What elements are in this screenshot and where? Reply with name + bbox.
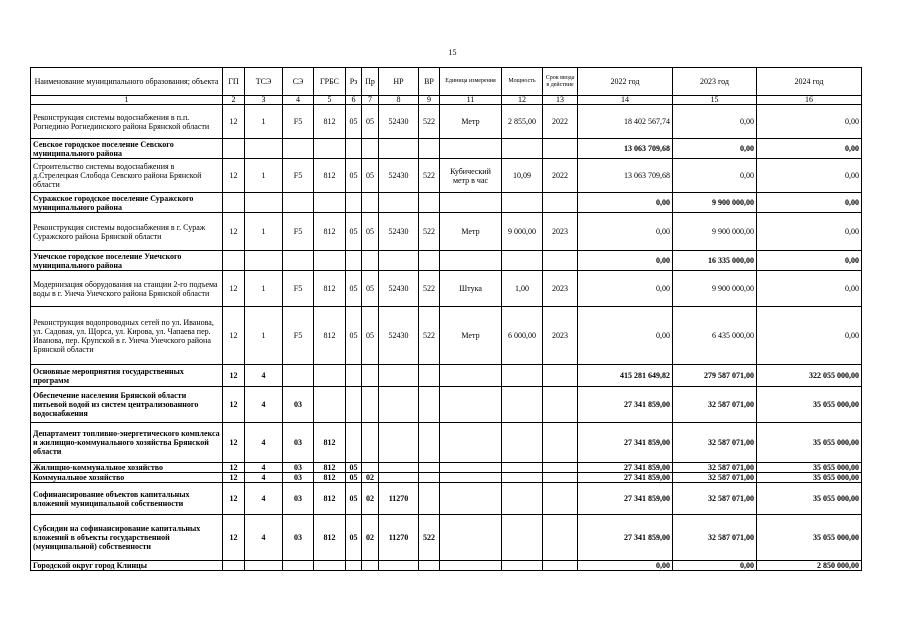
unit-cell [440, 423, 502, 463]
tse-code: 4 [245, 473, 283, 483]
vr-code [419, 473, 440, 483]
se-code: 03 [283, 473, 314, 483]
grbs-code [314, 139, 346, 159]
column-number: 15 [673, 96, 757, 105]
amount-2022: 0,00 [578, 213, 673, 251]
rz-code: 05 [346, 463, 362, 473]
object-name: Суражское городское поселение Суражского муниципального района [31, 193, 223, 213]
header-year-2022: 2022 год [578, 68, 673, 96]
grbs-code: 812 [314, 159, 346, 193]
capacity-cell: 9 000,00 [502, 213, 543, 251]
rz-code [346, 251, 362, 271]
object-name: Строительство системы водоснабжения в д.Стрелецкая Слобода Севского района Брянской области [31, 159, 223, 193]
grbs-code [314, 193, 346, 213]
header-gp: ГП [223, 68, 245, 96]
unit-cell: Метр [440, 105, 502, 139]
commission-date-cell [543, 483, 578, 515]
capacity-cell [502, 561, 543, 571]
rz-code: 05 [346, 159, 362, 193]
column-number: 8 [379, 96, 419, 105]
capacity-cell [502, 483, 543, 515]
gp-code: 12 [223, 271, 245, 307]
capacity-cell [502, 463, 543, 473]
commission-date-cell [543, 387, 578, 423]
gp-code [223, 139, 245, 159]
unit-cell [440, 365, 502, 387]
object-name: Департамент топливно-энергетического комплекса и жилищно-коммунального хозяйства Брянской области [31, 423, 223, 463]
grbs-code [314, 251, 346, 271]
capacity-cell: 6 000,00 [502, 307, 543, 365]
amount-2022: 27 341 859,00 [578, 423, 673, 463]
tse-code [245, 193, 283, 213]
amount-2023: 32 587 071,00 [673, 423, 757, 463]
header-commission-date: Срок ввода в действие [543, 68, 578, 96]
header-row [31, 68, 862, 96]
column-number: 4 [283, 96, 314, 105]
unit-cell [440, 515, 502, 561]
page-number: 15 [448, 48, 457, 57]
vr-code [419, 463, 440, 473]
column-number: 16 [757, 96, 862, 105]
nr-code: 52430 [379, 105, 419, 139]
se-code: 03 [283, 483, 314, 515]
commission-date-cell [543, 473, 578, 483]
column-number: 14 [578, 96, 673, 105]
tse-code [245, 251, 283, 271]
grbs-code: 812 [314, 515, 346, 561]
amount-2022: 0,00 [578, 561, 673, 571]
vr-code: 522 [419, 271, 440, 307]
tse-code: 1 [245, 271, 283, 307]
tse-code: 4 [245, 365, 283, 387]
rz-code [346, 423, 362, 463]
commission-date-cell: 2023 [543, 307, 578, 365]
amount-2024: 0,00 [757, 105, 862, 139]
vr-code: 522 [419, 213, 440, 251]
tse-code [245, 561, 283, 571]
capacity-cell [502, 365, 543, 387]
grbs-code [314, 387, 346, 423]
capacity-cell [502, 251, 543, 271]
object-name: Унечское городское поселение Унечского муниципального района [31, 251, 223, 271]
grbs-code: 812 [314, 307, 346, 365]
nr-code [379, 473, 419, 483]
nr-code: 11270 [379, 515, 419, 561]
vr-code: 522 [419, 515, 440, 561]
column-number: 1 [31, 96, 223, 105]
object-name: Жилищно-коммунальное хозяйство [31, 463, 223, 473]
column-number: 3 [245, 96, 283, 105]
object-name: Субсидии на софинансирование капитальных вложений в объекты государственной (муниципальной) собственности [31, 515, 223, 561]
nr-code: 52430 [379, 307, 419, 365]
gp-code: 12 [223, 213, 245, 251]
gp-code [223, 251, 245, 271]
amount-2023: 9 900 000,00 [673, 271, 757, 307]
amount-2023: 32 587 071,00 [673, 387, 757, 423]
grbs-code: 812 [314, 483, 346, 515]
nr-code [379, 423, 419, 463]
amount-2022: 27 341 859,00 [578, 387, 673, 423]
amount-2023: 32 587 071,00 [673, 515, 757, 561]
header-year-2023: 2023 год [673, 68, 757, 96]
amount-2022: 27 341 859,00 [578, 515, 673, 561]
grbs-code: 812 [314, 105, 346, 139]
tse-code: 4 [245, 463, 283, 473]
header-name: Наименование муниципального образования; объекта [31, 68, 223, 96]
rz-code: 05 [346, 271, 362, 307]
amount-2023: 6 435 000,00 [673, 307, 757, 365]
object-name: Обеспечение населения Брянской области питьевой водой из систем централизованного водоснабжения [31, 387, 223, 423]
table-row [31, 251, 862, 271]
rz-code [346, 193, 362, 213]
amount-2023: 0,00 [673, 105, 757, 139]
nr-code: 52430 [379, 271, 419, 307]
object-name: Софинансирование объектов капитальных вложений муниципальной собственности [31, 483, 223, 515]
commission-date-cell: 2022 [543, 105, 578, 139]
se-code [283, 139, 314, 159]
pr-code [362, 251, 379, 271]
gp-code [223, 561, 245, 571]
grbs-code: 812 [314, 463, 346, 473]
budget-table [30, 67, 862, 571]
se-code: 03 [283, 387, 314, 423]
header-unit: Единица измерения [440, 68, 502, 96]
unit-cell: Кубический метр в час [440, 159, 502, 193]
amount-2024: 0,00 [757, 251, 862, 271]
se-code: 03 [283, 463, 314, 473]
gp-code: 12 [223, 483, 245, 515]
se-code: 03 [283, 423, 314, 463]
object-name: Реконструкция системы водоснабжения в п.п. Рогнедино Рогнединского района Брянской области [31, 105, 223, 139]
capacity-cell [502, 423, 543, 463]
pr-code: 02 [362, 483, 379, 515]
nr-code [379, 561, 419, 571]
rz-code [346, 387, 362, 423]
unit-cell [440, 473, 502, 483]
gp-code [223, 193, 245, 213]
table-row [31, 365, 862, 387]
amount-2022: 13 063 709,68 [578, 139, 673, 159]
object-name: Основные мероприятия государственных программ [31, 365, 223, 387]
commission-date-cell: 2022 [543, 159, 578, 193]
amount-2024: 0,00 [757, 271, 862, 307]
amount-2022: 0,00 [578, 307, 673, 365]
amount-2024: 0,00 [757, 159, 862, 193]
table-row [31, 213, 862, 251]
pr-code: 05 [362, 159, 379, 193]
vr-code [419, 365, 440, 387]
pr-code: 02 [362, 473, 379, 483]
amount-2024: 0,00 [757, 193, 862, 213]
object-name: Реконструкция водопроводных сетей по ул. Иванова, ул. Садовая, ул. Щорса, ул. Кирова, ул. Чапаева пер. Иванова, пер. Крупской в г. Унеча Унечского района Брянской области [31, 307, 223, 365]
grbs-code: 812 [314, 213, 346, 251]
rz-code [346, 365, 362, 387]
commission-date-cell: 2023 [543, 271, 578, 307]
pr-code: 05 [362, 307, 379, 365]
vr-code [419, 139, 440, 159]
tse-code: 4 [245, 515, 283, 561]
header-grbs: ГРБС [314, 68, 346, 96]
grbs-code: 812 [314, 473, 346, 483]
se-code: F5 [283, 271, 314, 307]
column-number: 11 [440, 96, 502, 105]
unit-cell: Метр [440, 307, 502, 365]
gp-code: 12 [223, 307, 245, 365]
rz-code: 05 [346, 515, 362, 561]
object-name: Коммунальное хозяйство [31, 473, 223, 483]
tse-code: 1 [245, 307, 283, 365]
nr-code: 52430 [379, 213, 419, 251]
se-code: F5 [283, 159, 314, 193]
capacity-cell [502, 387, 543, 423]
pr-code: 05 [362, 271, 379, 307]
commission-date-cell [543, 463, 578, 473]
unit-cell [440, 387, 502, 423]
column-number: 12 [502, 96, 543, 105]
grbs-code: 812 [314, 271, 346, 307]
amount-2022: 27 341 859,00 [578, 463, 673, 473]
object-name: Реконструкция системы водоснабжения в г. Сураж Суражского района Брянской области [31, 213, 223, 251]
table-row [31, 473, 862, 483]
tse-code: 1 [245, 159, 283, 193]
se-code: F5 [283, 307, 314, 365]
pr-code: 02 [362, 515, 379, 561]
amount-2023: 32 587 071,00 [673, 463, 757, 473]
capacity-cell [502, 473, 543, 483]
amount-2023: 16 335 000,00 [673, 251, 757, 271]
amount-2023: 279 587 071,00 [673, 365, 757, 387]
gp-code: 12 [223, 105, 245, 139]
amount-2023: 32 587 071,00 [673, 483, 757, 515]
tse-code: 1 [245, 213, 283, 251]
rz-code: 05 [346, 483, 362, 515]
capacity-cell: 1,00 [502, 271, 543, 307]
object-name: Модернизация оборудования на станции 2-го подъема воды в г. Унеча Унечского района Брянской области [31, 271, 223, 307]
amount-2022: 0,00 [578, 193, 673, 213]
pr-code: 05 [362, 105, 379, 139]
pr-code [362, 423, 379, 463]
amount-2022: 13 063 709,68 [578, 159, 673, 193]
capacity-cell [502, 193, 543, 213]
commission-date-cell [543, 193, 578, 213]
amount-2023: 9 900 000,00 [673, 213, 757, 251]
table-row [31, 387, 862, 423]
nr-code [379, 463, 419, 473]
capacity-cell [502, 139, 543, 159]
vr-code [419, 387, 440, 423]
table-row [31, 561, 862, 571]
rz-code: 05 [346, 307, 362, 365]
column-number: 5 [314, 96, 346, 105]
table-row [31, 307, 862, 365]
amount-2024: 35 055 000,00 [757, 483, 862, 515]
table-row [31, 159, 862, 193]
column-number: 6 [346, 96, 362, 105]
se-code: F5 [283, 105, 314, 139]
amount-2024: 2 850 000,00 [757, 561, 862, 571]
table-row [31, 193, 862, 213]
commission-date-cell [543, 139, 578, 159]
amount-2022: 27 341 859,00 [578, 473, 673, 483]
column-number: 9 [419, 96, 440, 105]
amount-2023: 0,00 [673, 159, 757, 193]
se-code [283, 251, 314, 271]
commission-date-cell [543, 423, 578, 463]
nr-code [379, 365, 419, 387]
commission-date-cell: 2023 [543, 213, 578, 251]
amount-2024: 35 055 000,00 [757, 473, 862, 483]
header-tse: ТСЭ [245, 68, 283, 96]
table-row [31, 271, 862, 307]
se-code [283, 365, 314, 387]
vr-code [419, 193, 440, 213]
amount-2023: 0,00 [673, 561, 757, 571]
rz-code [346, 561, 362, 571]
se-code [283, 561, 314, 571]
capacity-cell: 10,09 [502, 159, 543, 193]
column-number-row [31, 96, 862, 105]
tse-code: 4 [245, 423, 283, 463]
rz-code [346, 139, 362, 159]
table-row [31, 483, 862, 515]
header-vr: ВР [419, 68, 440, 96]
pr-code [362, 139, 379, 159]
commission-date-cell [543, 561, 578, 571]
amount-2022: 0,00 [578, 271, 673, 307]
nr-code [379, 193, 419, 213]
amount-2024: 35 055 000,00 [757, 423, 862, 463]
nr-code [379, 387, 419, 423]
amount-2024: 35 055 000,00 [757, 515, 862, 561]
amount-2022: 415 281 649,82 [578, 365, 673, 387]
vr-code [419, 483, 440, 515]
column-number: 13 [543, 96, 578, 105]
nr-code [379, 251, 419, 271]
header-rz: Рз [346, 68, 362, 96]
grbs-code: 812 [314, 423, 346, 463]
gp-code: 12 [223, 387, 245, 423]
tse-code [245, 139, 283, 159]
pr-code [362, 365, 379, 387]
rz-code: 05 [346, 213, 362, 251]
grbs-code [314, 365, 346, 387]
table-row [31, 139, 862, 159]
se-code: F5 [283, 213, 314, 251]
table-row [31, 463, 862, 473]
vr-code: 522 [419, 105, 440, 139]
amount-2024: 35 055 000,00 [757, 463, 862, 473]
amount-2022: 27 341 859,00 [578, 483, 673, 515]
table-row [31, 423, 862, 463]
vr-code [419, 423, 440, 463]
amount-2024: 0,00 [757, 307, 862, 365]
gp-code: 12 [223, 473, 245, 483]
amount-2024: 0,00 [757, 213, 862, 251]
rz-code: 05 [346, 105, 362, 139]
amount-2024: 35 055 000,00 [757, 387, 862, 423]
unit-cell [440, 561, 502, 571]
column-number: 7 [362, 96, 379, 105]
pr-code: 05 [362, 213, 379, 251]
tse-code: 1 [245, 105, 283, 139]
amount-2024: 0,00 [757, 139, 862, 159]
nr-code: 11270 [379, 483, 419, 515]
gp-code: 12 [223, 423, 245, 463]
header-pr: Пр [362, 68, 379, 96]
amount-2022: 18 402 567,74 [578, 105, 673, 139]
header-nr: НР [379, 68, 419, 96]
amount-2023: 9 900 000,00 [673, 193, 757, 213]
gp-code: 12 [223, 515, 245, 561]
unit-cell: Метр [440, 213, 502, 251]
unit-cell [440, 251, 502, 271]
capacity-cell: 2 855,00 [502, 105, 543, 139]
pr-code [362, 561, 379, 571]
pr-code [362, 193, 379, 213]
pr-code [362, 463, 379, 473]
vr-code [419, 251, 440, 271]
unit-cell [440, 483, 502, 515]
pr-code [362, 387, 379, 423]
gp-code: 12 [223, 159, 245, 193]
se-code: 03 [283, 515, 314, 561]
nr-code [379, 139, 419, 159]
header-se: СЭ [283, 68, 314, 96]
amount-2022: 0,00 [578, 251, 673, 271]
amount-2024: 322 055 000,00 [757, 365, 862, 387]
gp-code: 12 [223, 463, 245, 473]
table-row [31, 515, 862, 561]
tse-code: 4 [245, 387, 283, 423]
unit-cell [440, 139, 502, 159]
amount-2023: 32 587 071,00 [673, 473, 757, 483]
object-name: Севское городское поселение Севского муниципального района [31, 139, 223, 159]
vr-code: 522 [419, 307, 440, 365]
unit-cell [440, 193, 502, 213]
grbs-code [314, 561, 346, 571]
tse-code: 4 [245, 483, 283, 515]
vr-code: 522 [419, 159, 440, 193]
column-number: 2 [223, 96, 245, 105]
nr-code: 52430 [379, 159, 419, 193]
unit-cell [440, 463, 502, 473]
commission-date-cell [543, 365, 578, 387]
commission-date-cell [543, 515, 578, 561]
capacity-cell [502, 515, 543, 561]
se-code [283, 193, 314, 213]
header-year-2024: 2024 год [757, 68, 862, 96]
header-capacity: Мощность [502, 68, 543, 96]
object-name: Городской округ город Клинцы [31, 561, 223, 571]
amount-2023: 0,00 [673, 139, 757, 159]
unit-cell: Штука [440, 271, 502, 307]
rz-code: 05 [346, 473, 362, 483]
table-row [31, 105, 862, 139]
gp-code: 12 [223, 365, 245, 387]
vr-code [419, 561, 440, 571]
commission-date-cell [543, 251, 578, 271]
